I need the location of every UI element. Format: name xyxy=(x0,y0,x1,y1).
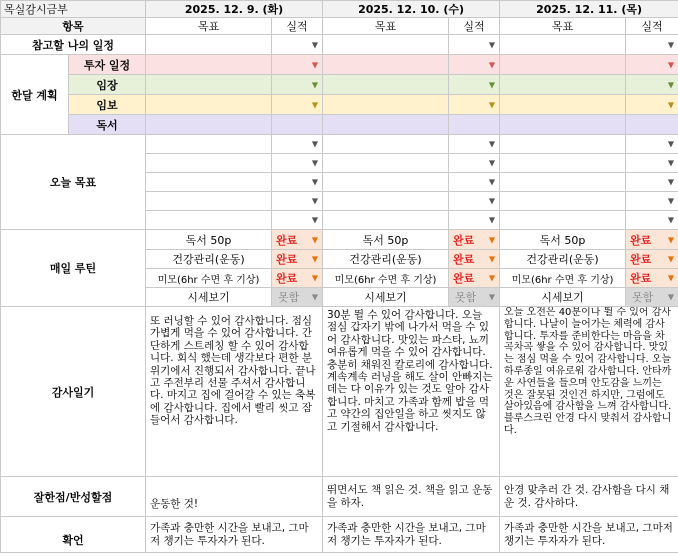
dropdown-arrow-icon: ▼ xyxy=(667,60,675,69)
goal-cell[interactable] xyxy=(500,35,626,55)
dropdown-arrow-icon: ▼ xyxy=(488,60,496,69)
routine-item[interactable]: 독서 50p xyxy=(146,230,272,250)
result-dropdown[interactable] xyxy=(626,154,678,173)
routine-item[interactable]: 미모(6hr 수면 후 기상) xyxy=(500,269,626,288)
goal-cell[interactable] xyxy=(146,95,272,115)
result-dropdown[interactable] xyxy=(449,211,500,230)
routine-item[interactable]: 독서 50p xyxy=(500,230,626,250)
affirmation-entry-2[interactable]: 가족과 충만한 시간을 보내고, 그마저 챙기는 투자자가 된다. xyxy=(323,517,500,553)
row-label-invest-schedule: 투자 일정 xyxy=(69,55,146,75)
result-cell[interactable] xyxy=(272,115,323,135)
goal-cell[interactable] xyxy=(500,95,626,115)
affirmation-entry-1[interactable]: 가족과 충만한 시간을 보내고, 그마저 챙기는 투자자가 된다. xyxy=(146,517,323,553)
result-cell[interactable] xyxy=(449,115,500,135)
dropdown-arrow-icon: ▼ xyxy=(311,292,319,302)
goal-cell[interactable] xyxy=(323,173,449,192)
goal-cell[interactable] xyxy=(323,115,449,135)
dropdown-arrow-icon: ▼ xyxy=(488,177,496,187)
goal-cell[interactable] xyxy=(500,75,626,95)
result-dropdown[interactable] xyxy=(272,192,323,211)
dropdown-arrow-icon: ▼ xyxy=(667,139,675,149)
dropdown-arrow-icon: ▼ xyxy=(667,235,675,244)
result-dropdown[interactable] xyxy=(449,75,500,95)
row-label-reflection: 잘한점/반성할점 xyxy=(1,477,146,517)
row-label-monthly-plan: 한달 계획 xyxy=(1,55,69,135)
dropdown-arrow-icon: ▼ xyxy=(488,158,496,168)
goal-cell[interactable] xyxy=(500,115,626,135)
gratitude-entry-1[interactable]: 또 러닝할 수 있어 감사합니다. 점심 가볍게 먹을 수 있어 감사합니다. 간단하게 스트레칭 할 수 있어 감사합니다. 회식 했는데 생각보다 편한 분위기에서 진행되서 감사합니다. 끝나고 주전부리 선물 주셔서 감사합니다. 마지고 집에 걸어갈 수 있는 축복에 감사합니다. 집에서 빨리 씻고 잠들어서 감사합니다. xyxy=(146,307,323,477)
date-header-1: 2025. 12. 9. (화) xyxy=(146,1,323,18)
dropdown-arrow-icon: ▼ xyxy=(667,177,675,187)
result-dropdown[interactable] xyxy=(449,192,500,211)
dropdown-arrow-icon: ▼ xyxy=(488,273,496,283)
goal-cell[interactable] xyxy=(500,154,626,173)
goal-cell[interactable] xyxy=(323,35,449,55)
result-dropdown[interactable] xyxy=(449,154,500,173)
goal-cell[interactable] xyxy=(323,95,449,115)
item-header: 항목 xyxy=(1,18,146,35)
goal-cell[interactable] xyxy=(500,192,626,211)
routine-item[interactable]: 미모(6hr 수면 후 기상) xyxy=(146,269,272,288)
result-dropdown[interactable] xyxy=(449,35,500,55)
status-dropdown[interactable]: 완료 ▼ xyxy=(626,269,678,288)
status-dropdown[interactable]: 완료 ▼ xyxy=(449,269,500,288)
result-dropdown[interactable] xyxy=(626,55,678,75)
status-dropdown[interactable]: 못함 ▼ xyxy=(626,288,678,307)
dropdown-arrow-icon: ▼ xyxy=(311,40,319,49)
goal-cell[interactable] xyxy=(323,211,449,230)
dropdown-arrow-icon: ▼ xyxy=(311,158,319,168)
goal-header-3: 목표 xyxy=(500,18,626,35)
date-header-3: 2025. 12. 11. (목) xyxy=(500,1,678,18)
result-dropdown[interactable] xyxy=(272,75,323,95)
dropdown-arrow-icon: ▼ xyxy=(488,80,496,89)
dropdown-arrow-icon: ▼ xyxy=(667,40,675,49)
result-dropdown[interactable] xyxy=(449,135,500,154)
dropdown-arrow-icon: ▼ xyxy=(311,273,319,283)
dropdown-arrow-icon: ▼ xyxy=(488,139,496,149)
routine-item[interactable]: 건강관리(운동) xyxy=(323,250,449,269)
status-dropdown[interactable]: 못함 ▼ xyxy=(272,288,323,307)
goal-cell[interactable] xyxy=(146,154,272,173)
dropdown-arrow-icon: ▼ xyxy=(488,254,496,264)
status-dropdown[interactable]: 완료 ▼ xyxy=(272,230,323,250)
dropdown-arrow-icon: ▼ xyxy=(488,100,496,109)
goal-cell[interactable] xyxy=(323,192,449,211)
routine-item[interactable]: 시세보기 xyxy=(146,288,272,307)
goal-cell[interactable] xyxy=(146,35,272,55)
goal-cell[interactable] xyxy=(500,55,626,75)
result-dropdown[interactable] xyxy=(272,154,323,173)
result-dropdown[interactable] xyxy=(626,75,678,95)
routine-item[interactable]: 건강관리(운동) xyxy=(500,250,626,269)
routine-item[interactable]: 시세보기 xyxy=(323,288,449,307)
result-dropdown[interactable] xyxy=(626,192,678,211)
reflection-entry-1[interactable]: 운동한 것! xyxy=(146,477,323,517)
dropdown-arrow-icon: ▼ xyxy=(667,100,675,109)
gratitude-entry-3[interactable]: 오늘 오전은 40분이나 뛸 수 있어 감사합니다. 나날이 늘어가는 체력에 감사합니다. 투자를 준비한다는 마음을 차곡차곡 쌓을 수 있어 감사합니다. 맛있는 점심 먹을 수 있어 감사합니다. 오늘 하루종일 여유로워 감사합니다. 안타까운 사연들을 들으며 안도감을 느끼는 것은 잘못된 것인건 하지만, 그럼에도 살아있음에 감사함을 느껴 감사합니다. 블루스크린 안경 다시 맞춰서 감사합니다. xyxy=(500,307,678,477)
row-label-affirmation: 확언 xyxy=(1,517,146,553)
dropdown-arrow-icon: ▼ xyxy=(488,40,496,49)
row-label-imjang: 임장 xyxy=(69,75,146,95)
result-dropdown[interactable] xyxy=(449,95,500,115)
result-dropdown[interactable] xyxy=(272,135,323,154)
status-dropdown[interactable]: 못함 ▼ xyxy=(449,288,500,307)
result-dropdown[interactable] xyxy=(272,55,323,75)
dropdown-arrow-icon: ▼ xyxy=(488,215,496,225)
dropdown-arrow-icon: ▼ xyxy=(667,196,675,206)
goal-cell[interactable] xyxy=(146,75,272,95)
status-dropdown[interactable]: 완료 ▼ xyxy=(272,269,323,288)
result-dropdown[interactable] xyxy=(626,173,678,192)
goal-cell[interactable] xyxy=(323,135,449,154)
row-label-gratitude: 감사일기 xyxy=(1,307,146,477)
routine-item[interactable]: 건강관리(운동) xyxy=(146,250,272,269)
dropdown-arrow-icon: ▼ xyxy=(667,273,675,283)
goal-cell[interactable] xyxy=(146,55,272,75)
result-dropdown[interactable] xyxy=(272,95,323,115)
gratitude-entry-2[interactable]: 30분 뛸 수 있어 감사합니다. 오늘 점심 갑자기 밖에 나가서 먹을 수 있어 감사합니다. 맛있는 파스타, 뇨끼 여유롭게 먹을 수 있어 감사합니다. 충분히 채워진 칼로리에 감사합니다. 계속계속 러닝을 해도 살이 안빠지는데는 다 이유가 있는 것도 알아 감사합니다. 마치고 가족과 함께 밥을 먹고 약간의 집안일을 하고 씻지도 않고 기절해서 감사합니다. xyxy=(323,307,500,477)
row-label-daily-routine: 매일 루틴 xyxy=(1,230,146,307)
result-header-3: 실적 xyxy=(626,18,678,35)
routine-item[interactable]: 시세보기 xyxy=(500,288,626,307)
date-header-2: 2025. 12. 10. (수) xyxy=(323,1,500,18)
goal-cell[interactable] xyxy=(323,154,449,173)
dropdown-arrow-icon: ▼ xyxy=(311,80,319,89)
dropdown-arrow-icon: ▼ xyxy=(311,100,319,109)
goal-cell[interactable] xyxy=(146,173,272,192)
status-dropdown[interactable]: 완료 ▼ xyxy=(626,230,678,250)
dropdown-arrow-icon: ▼ xyxy=(667,158,675,168)
dropdown-arrow-icon: ▼ xyxy=(311,215,319,225)
goal-cell[interactable] xyxy=(500,211,626,230)
goal-header-1: 목표 xyxy=(146,18,272,35)
dropdown-arrow-icon: ▼ xyxy=(667,292,675,302)
dropdown-arrow-icon: ▼ xyxy=(311,139,319,149)
result-header-2: 실적 xyxy=(449,18,500,35)
affirmation-entry-3[interactable]: 가족과 충만한 시간을 보내고, 그마저 챙기는 투자자가 된다. xyxy=(500,517,678,553)
dropdown-arrow-icon: ▼ xyxy=(488,292,496,302)
result-dropdown[interactable] xyxy=(626,135,678,154)
goal-cell[interactable] xyxy=(500,173,626,192)
routine-item[interactable]: 독서 50p xyxy=(323,230,449,250)
result-header-1: 실적 xyxy=(272,18,323,35)
result-dropdown[interactable] xyxy=(272,211,323,230)
dropdown-arrow-icon: ▼ xyxy=(488,196,496,206)
goal-cell[interactable] xyxy=(500,135,626,154)
result-dropdown[interactable] xyxy=(449,173,500,192)
goal-header-2: 목표 xyxy=(323,18,449,35)
row-label-imbo: 임보 xyxy=(69,95,146,115)
dropdown-arrow-icon: ▼ xyxy=(311,177,319,187)
goal-cell[interactable] xyxy=(323,55,449,75)
dropdown-arrow-icon: ▼ xyxy=(311,235,319,244)
result-dropdown[interactable] xyxy=(626,211,678,230)
result-dropdown[interactable] xyxy=(626,35,678,55)
dropdown-arrow-icon: ▼ xyxy=(311,254,319,264)
result-dropdown[interactable] xyxy=(272,35,323,55)
routine-item[interactable]: 미모(6hr 수면 후 기상) xyxy=(323,269,449,288)
dropdown-arrow-icon: ▼ xyxy=(667,215,675,225)
result-dropdown[interactable] xyxy=(626,95,678,115)
goal-cell[interactable] xyxy=(146,211,272,230)
result-dropdown[interactable] xyxy=(449,55,500,75)
row-label-reading: 독서 xyxy=(69,115,146,135)
reflection-entry-3[interactable]: 안경 맞추러 간 것. 감사함을 다시 채운 것. 감사하다. xyxy=(500,477,678,517)
result-cell[interactable] xyxy=(626,115,678,135)
status-dropdown[interactable]: 완료 ▼ xyxy=(272,250,323,269)
sheet-title: 목실감시금부 xyxy=(1,1,146,18)
dropdown-arrow-icon: ▼ xyxy=(488,235,496,244)
result-dropdown[interactable] xyxy=(272,173,323,192)
status-dropdown[interactable]: 완료 ▼ xyxy=(449,230,500,250)
row-label-my-schedule: 참고할 나의 일정 xyxy=(1,35,146,55)
row-label-today-goal: 오늘 목표 xyxy=(1,135,146,230)
dropdown-arrow-icon: ▼ xyxy=(667,80,675,89)
goal-cell[interactable] xyxy=(146,115,272,135)
status-dropdown[interactable]: 완료 ▼ xyxy=(626,250,678,269)
goal-cell[interactable] xyxy=(323,75,449,95)
goal-cell[interactable] xyxy=(146,192,272,211)
dropdown-arrow-icon: ▼ xyxy=(311,60,319,69)
reflection-entry-2[interactable]: 뛰면서도 책 읽은 것. 책을 읽고 운동을 하자. xyxy=(323,477,500,517)
goal-cell[interactable] xyxy=(146,135,272,154)
dropdown-arrow-icon: ▼ xyxy=(667,254,675,264)
status-dropdown[interactable]: 완료 ▼ xyxy=(449,250,500,269)
dropdown-arrow-icon: ▼ xyxy=(311,196,319,206)
